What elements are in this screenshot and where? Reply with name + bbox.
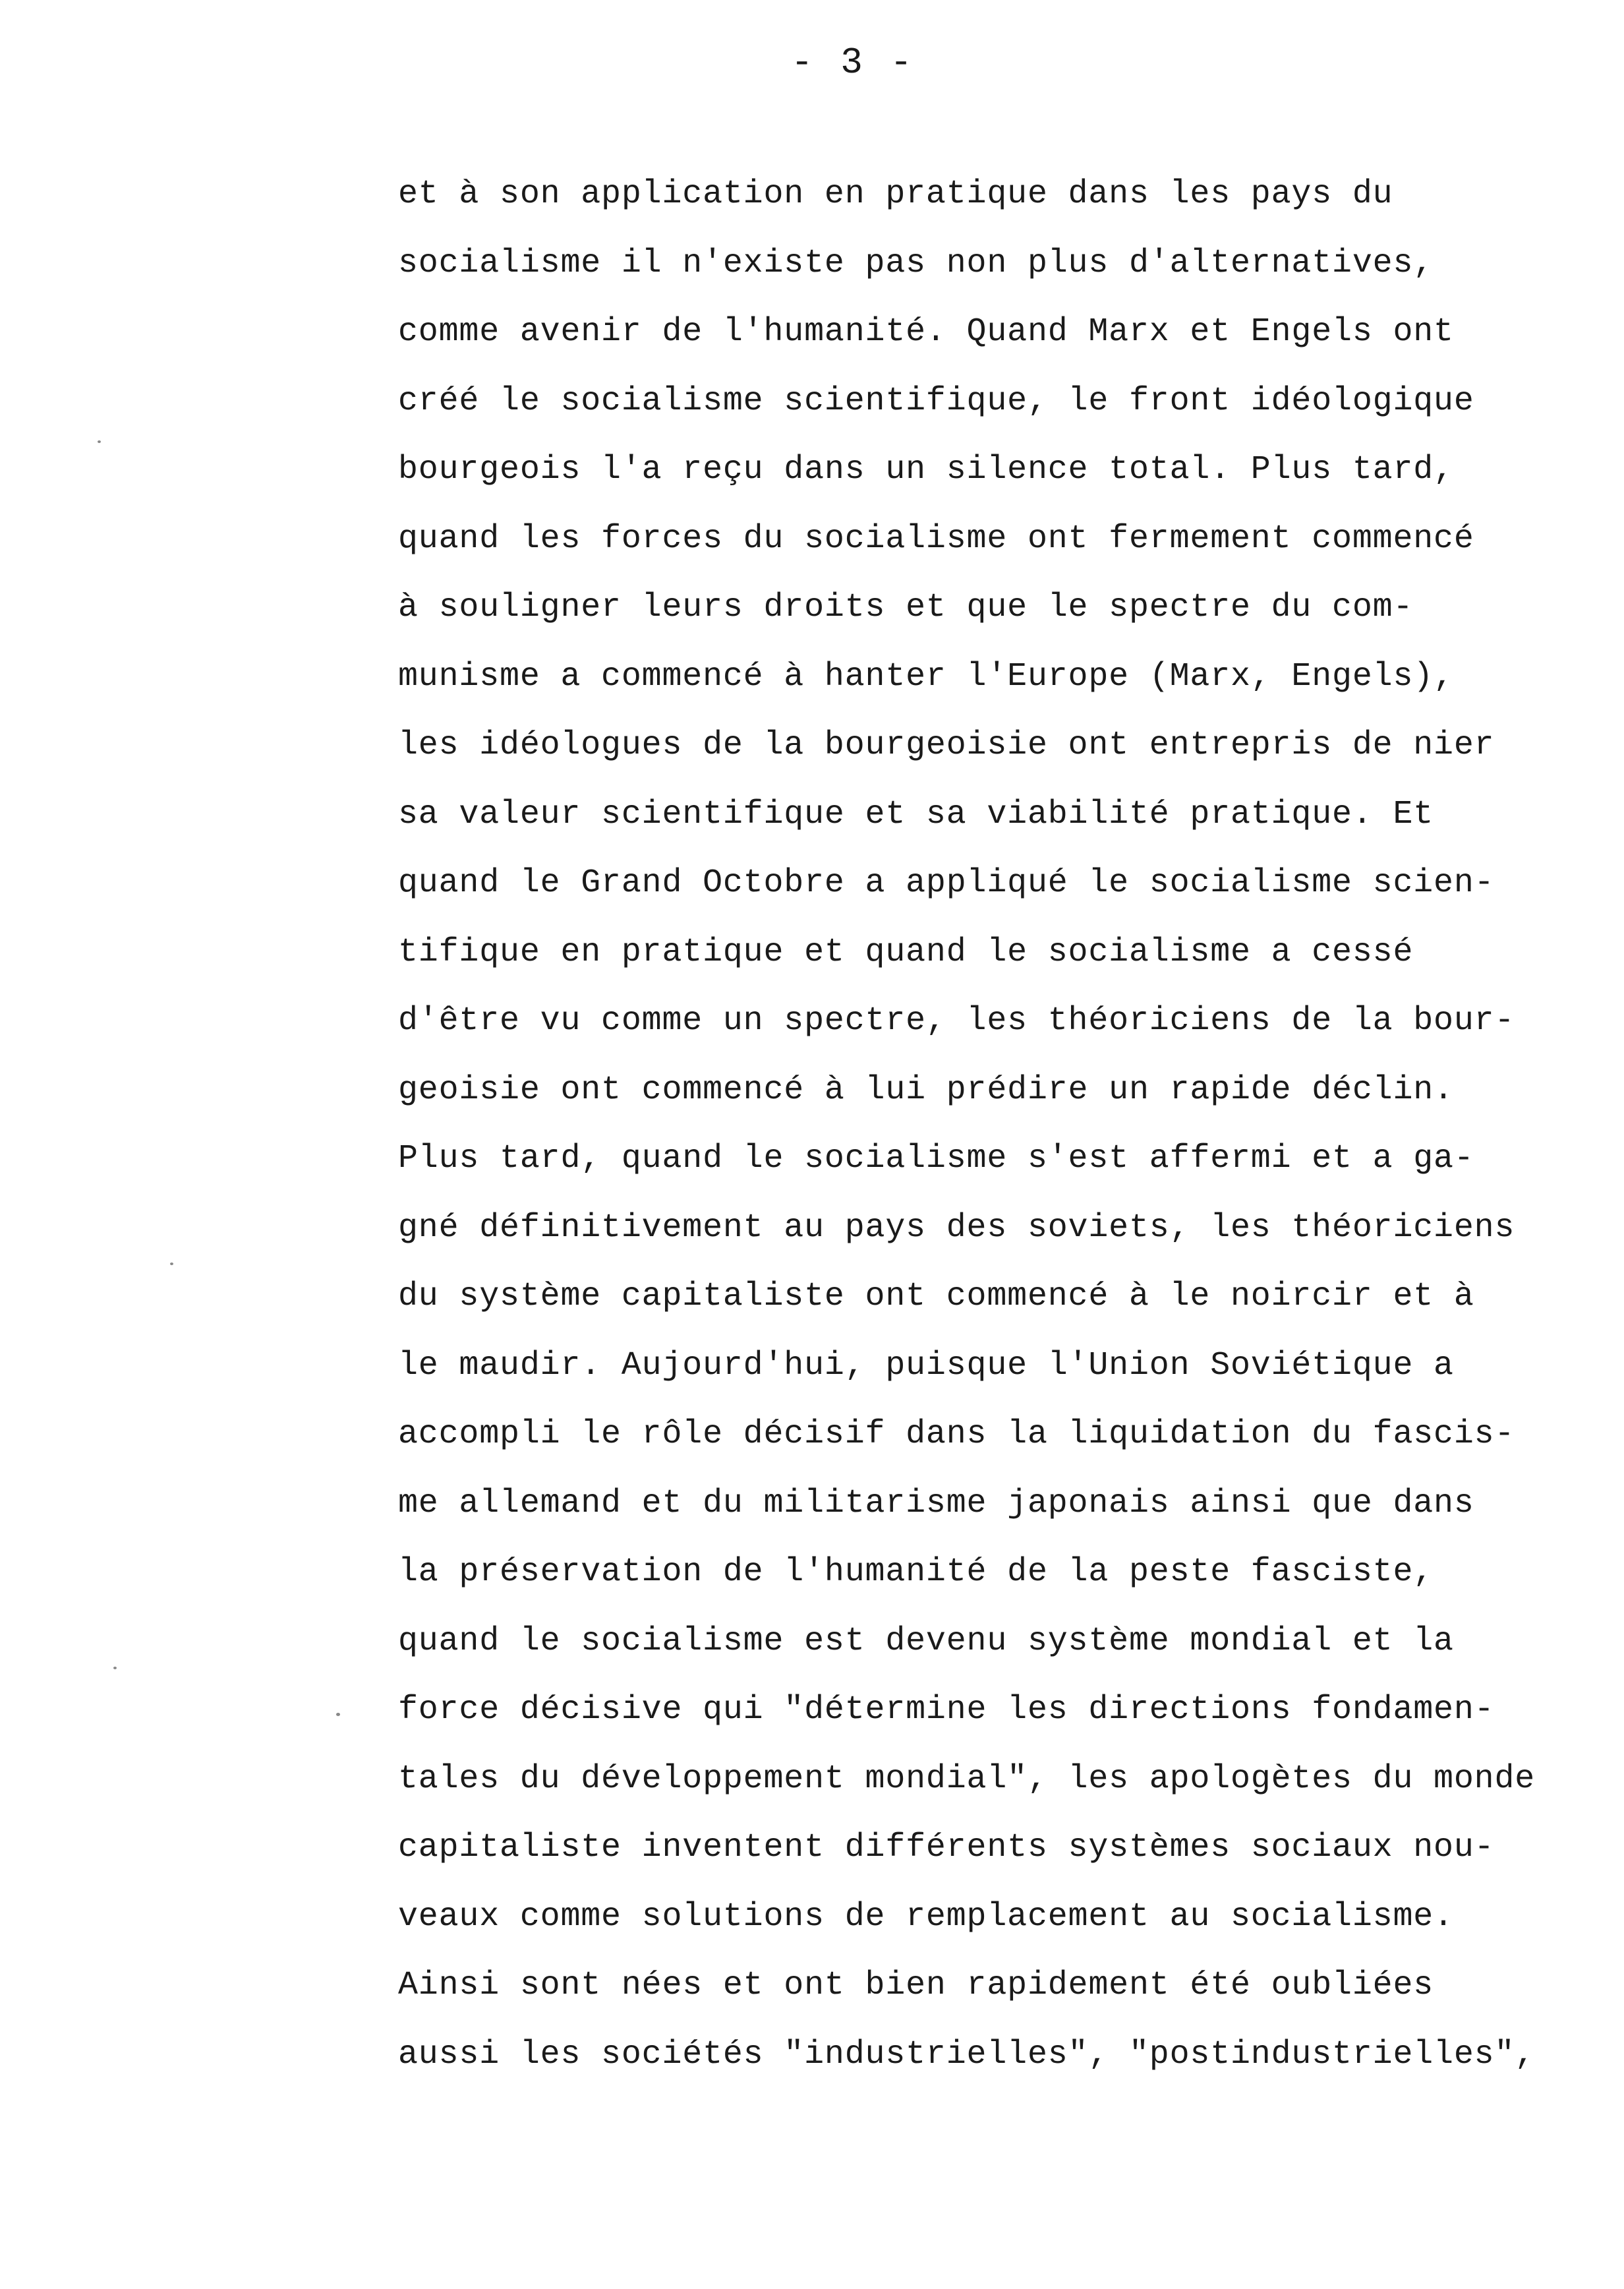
text-line: la préservation de l'humanité de la peste fasciste, [398,1553,1434,1591]
text-line: accompli le rôle décisif dans la liquidation du fascis- [398,1415,1515,1453]
text-line: munisme a commencé à hanter l'Europe (Marx, Engels), [398,657,1454,696]
text-line: me allemand et du militarisme japonais ainsi que dans [398,1484,1474,1522]
text-line: quand les forces du socialisme ont fermement commencé [398,520,1474,558]
text-line: tifique en pratique et quand le socialisme a cessé [398,933,1414,971]
body-text [398,168,1617,2097]
text-line: quand le Grand Octobre a appliqué le socialisme scien- [398,864,1495,902]
text-line: sa valeur scientifique et sa viabilité pratique. Et [398,795,1434,833]
text-line: comme avenir de l'humanité. Quand Marx et Engels ont [398,313,1454,351]
text-line: gné définitivement au pays des soviets, les théoriciens [398,1208,1515,1247]
text-line: et à son application en pratique dans les pays du [398,175,1393,213]
text-line: quand le socialisme est devenu système mondial et la [398,1622,1454,1660]
text-line: force décisive qui "détermine les directions fondamen- [398,1691,1495,1729]
text-line: socialisme il n'existe pas non plus d'alternatives, [398,244,1434,282]
text-line: veaux comme solutions de remplacement au socialisme. [398,1897,1454,1936]
page-number: - 3 - [791,42,915,84]
scan-speck [113,1667,117,1669]
scan-speck [98,440,101,443]
text-line: tales du développement mondial", les apologètes du monde [398,1760,1536,1798]
scan-speck [170,1263,173,1265]
scan-speck [336,1713,340,1716]
text-line: Plus tard, quand le socialisme s'est affermi et a ga- [398,1140,1474,1177]
text-line: capitaliste inventent différents systèmes sociaux nou- [398,1829,1495,1866]
text-line: d'être vu comme un spectre, les théoriciens de la bour- [398,1002,1515,1040]
text-line: les idéologues de la bourgeoisie ont entrepris de nier [398,727,1495,764]
text-line: bourgeois l'a reçu dans un silence total. Plus tard, [398,451,1454,489]
text-line: créé le socialisme scientifique, le front idéologique [398,382,1474,420]
text-line: le maudir. Aujourd'hui, puisque l'Union Soviétique a [398,1346,1454,1384]
text-line: du système capitaliste ont commencé à le noircir et à [398,1278,1474,1315]
text-line: aussi les sociétés "industrielles", "postindustrielles", [398,2035,1536,2073]
text-line: Ainsi sont nées et ont bien rapidement été oubliées [398,1967,1434,2004]
text-line: à souligner leurs droits et que le spectre du com- [398,589,1414,626]
text-line: geoisie ont commencé à lui prédire un rapide déclin. [398,1071,1454,1109]
